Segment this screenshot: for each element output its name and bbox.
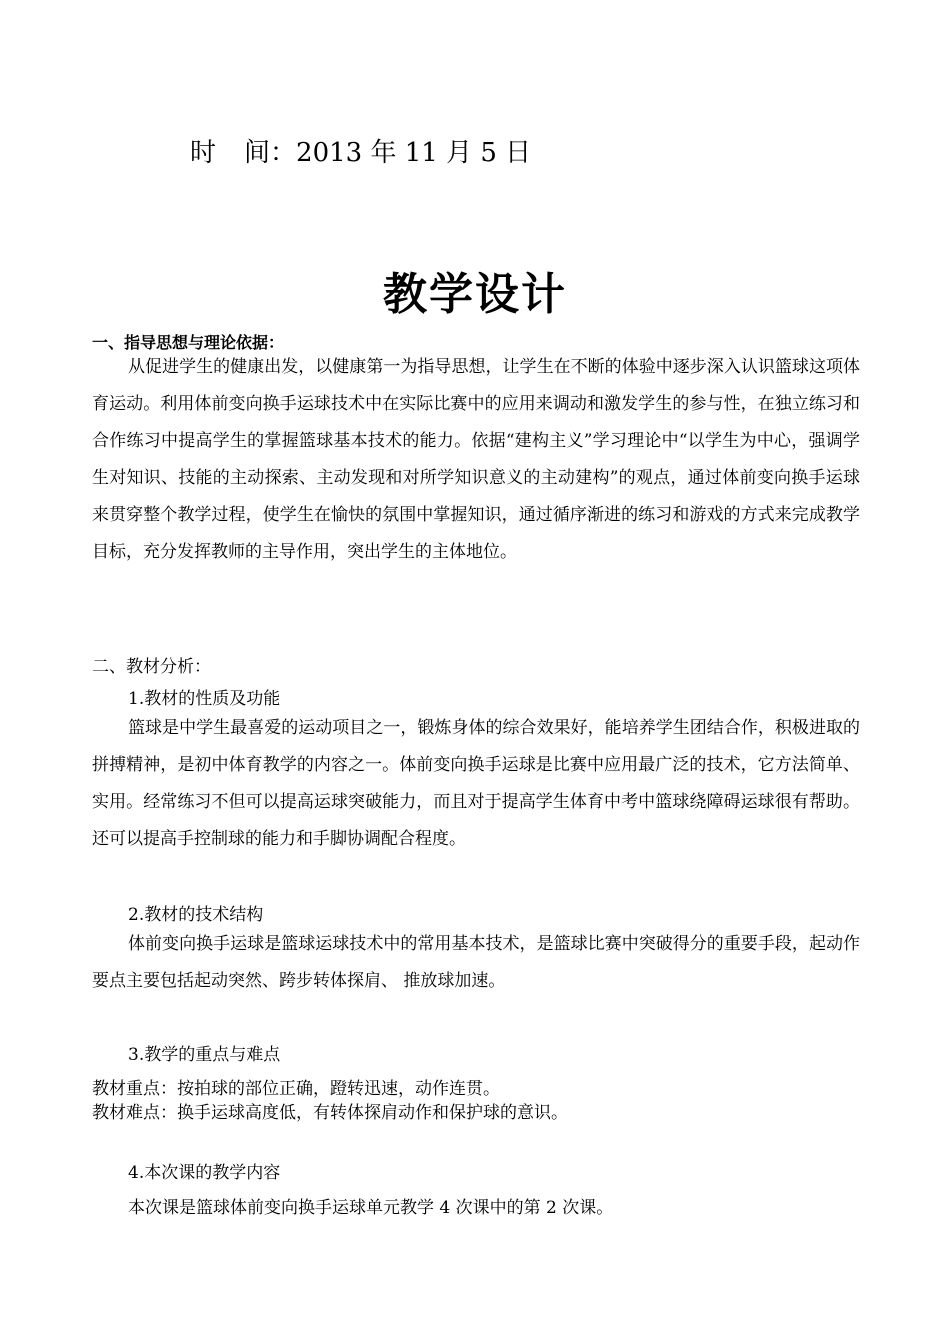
subsection-4-title: 4.本次课的教学内容: [128, 1163, 281, 1183]
date-label-char-2: 间：: [244, 138, 297, 168]
subsection-2-paragraph: 体前变向换手运球是篮球运球技术中的常用基本技术，是篮球比赛中突破得分的重要手段，起动作要点主要包括起动突然、跨步转体探肩、 推放球加速。: [92, 934, 860, 991]
subsection-2-title: 2.教材的技术结构: [128, 905, 264, 925]
date-value: 2013 年 11 月 5 日: [296, 138, 532, 168]
subsection-1-paragraph: 篮球是中学生最喜爱的运动项目之一，锻炼身体的综合效果好，能培养学生团结合作，积极进取的拼搏精神，是初中体育教学的内容之一。体前变向换手运球是比赛中应用最广泛的技术，它方法简单、实用。经常练习不但可以提高运球突破能力，而且对于提高学生体育中考中篮球绕障碍运球很有帮助。还可以提高手控制球的能力和手脚协调配合程度。: [92, 718, 860, 849]
section-1-heading: 一、指导思想与理论依据：: [92, 333, 285, 352]
document-title: 教学设计: [383, 269, 567, 320]
subsection-1-title: 1.教材的性质及功能: [128, 689, 281, 709]
date-line: [190, 132, 531, 169]
section-1-paragraph: 从促进学生的健康出发，以健康第一为指导思想，让学生在不断的体验中逐步深入认识篮球这项体育运动。利用体前变向换手运球技术中在实际比赛中的应用来调动和激发学生的参与性，在独立练习和合作练习中提高学生的掌握篮球基本技术的能力。依据“建构主义”学习理论中“以学生为中心，强调学生对知识、技能的主动探索、主动发现和对所学知识意义的主动建构”的观点，通过体前变向换手运球来贯穿整个教学过程，使学生在愉快的氛围中掌握知识，通过循序渐进的练习和游戏的方式来完成教学目标，充分发挥教师的主导作用，突出学生的主体地位。: [92, 357, 860, 562]
section-2-heading: 二、教材分析：: [92, 657, 211, 677]
difficult-point: 教材难点：换手运球高度低，有转体探肩动作和保护球的意识。: [92, 1103, 568, 1123]
subsection-4-paragraph: 本次课是篮球体前变向换手运球单元教学 4 次课中的第 2 次课。: [128, 1198, 614, 1218]
key-point: 教材重点：按拍球的部位正确，蹬转迅速，动作连贯。: [92, 1079, 500, 1099]
date-label-char-1: 时: [190, 138, 217, 168]
subsection-3-title: 3.教学的重点与难点: [128, 1045, 281, 1065]
